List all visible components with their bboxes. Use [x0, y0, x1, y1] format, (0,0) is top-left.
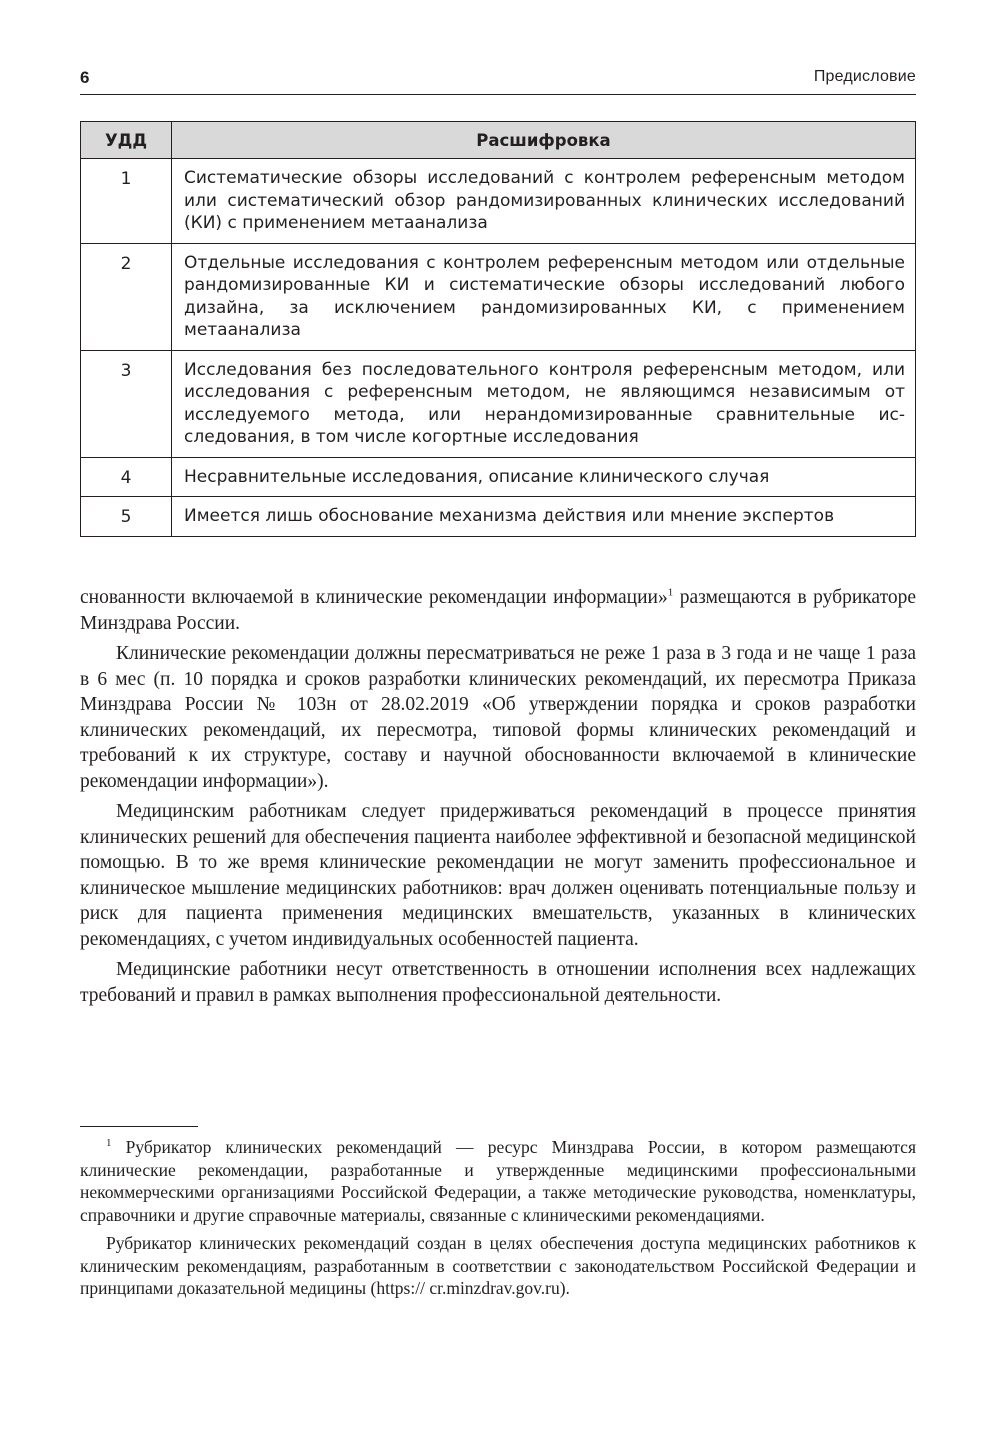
footnote-mark: 1: [106, 1137, 112, 1150]
footnotes: [80, 1136, 916, 1306]
table-header-row: [81, 122, 916, 159]
table-cell-description: Имеется лишь обоснование механизма действия или мнение экспертов: [172, 497, 916, 537]
table-cell-description: Отдельные исследования с контролем референсным методом или отдельные рандомизированные КИ и систематические обзоры исследований любого дизайна, за исключением рандомизированных КИ, с применением метаанализа: [172, 243, 916, 350]
table-row: [81, 350, 916, 457]
running-title: Предисловие: [813, 68, 916, 85]
paragraph-continuation: [80, 585, 916, 636]
paragraph-text: размещаются в рубрикаторе Минздрава России.: [80, 587, 917, 634]
footnote-1: [80, 1136, 916, 1226]
footnote-1-continuation: Рубрикатор клинических рекомендаций создан в целях обеспечения доступа медицинских работников к клиническим рекомендациям, разработанным в соответствии с законодательством Российской Федерации и принципами доказательной медицины (https:// cr.minzdrav.gov.ru).: [80, 1233, 916, 1298]
table-row: [81, 457, 916, 497]
table-row: [81, 497, 916, 537]
table-cell-description: Систематические обзоры исследований с контролем референсным методом или систематический обзор рандомизированных клинических исследований (КИ) с применением метаанализа: [172, 159, 916, 244]
evidence-levels-table: [80, 121, 916, 537]
table-cell-code: 2: [81, 243, 172, 350]
table-cell-code: 4: [81, 457, 172, 497]
table-cell-description: Несравнительные исследования, описание клинического случая: [172, 457, 916, 497]
column-header-code: УДД: [81, 122, 172, 159]
paragraph-adherence: Медицинским работникам следует придерживаться рекомендаций в процессе принятия клинических решений для обеспечения пациента наиболее эффективной и безопасной медицинской помощью. В то же время клинические рекомендации не могут заменить профессиональное и клиническое мышление медицинских работников: врач должен оценивать потенциальные пользу и риск для пациента применения медицинских вмешательств, указанных в клинических рекомендациях, с учетом индивидуальных особенностей пациента.: [80, 801, 916, 950]
table-cell-description: Исследования без последовательного контроля референсным методом, или исследования с референсным методом, не являющимся независимым от исследуемого метода, или нерандомизированные сравнительные исследования, в том числе когортные исследования: [172, 350, 916, 457]
table-cell-code: 1: [81, 159, 172, 244]
paragraph-revision: Клинические рекомендации должны пересматриваться не реже 1 раза в 3 года и не чаще 1 раза в 6 мес (п. 10 порядка и сроков разработки клинических рекомендаций, их пересмотра Приказа Минздрава России № 103н от 28.02.2019 «Об утверждении порядка и сроков разработки клинических рекомендаций, их пересмотра, типовой формы клинических рекомендаций и требований к их структуре, составу и научной обоснованности включаемой в клинические рекомендации информации»).: [80, 643, 916, 792]
table-cell-code: 3: [81, 350, 172, 457]
table-cell-code: 5: [81, 497, 172, 537]
table-row: [81, 243, 916, 350]
paragraph-responsibility: Медицинские работники несут ответственность в отношении исполнения всех надлежащих требований и правил в рамках выполнения профессиональной деятельности.: [80, 959, 916, 1006]
footnote-divider: [80, 1126, 198, 1127]
page-header: [80, 64, 916, 95]
body-text: [80, 585, 916, 1013]
footnote-reference[interactable]: 1: [667, 586, 674, 599]
footnote-text: Рубрикатор клинических рекомендаций — ресурс Минздрава России, в котором размещаются клинические рекомендации, разработанные и утвержденные медицинскими профессиональными некоммерческими организациями Российской Федерации, а также методические руководства, номенклатуры, справочники и другие справочные материалы, связанные с клиническими рекомендациями.: [80, 1137, 916, 1225]
table-row: [81, 159, 916, 244]
paragraph-text: снованности включаемой в клинические рекомендации информации»: [80, 587, 668, 608]
page-number: 6: [80, 68, 90, 87]
column-header-description: Расшифровка: [172, 122, 916, 159]
